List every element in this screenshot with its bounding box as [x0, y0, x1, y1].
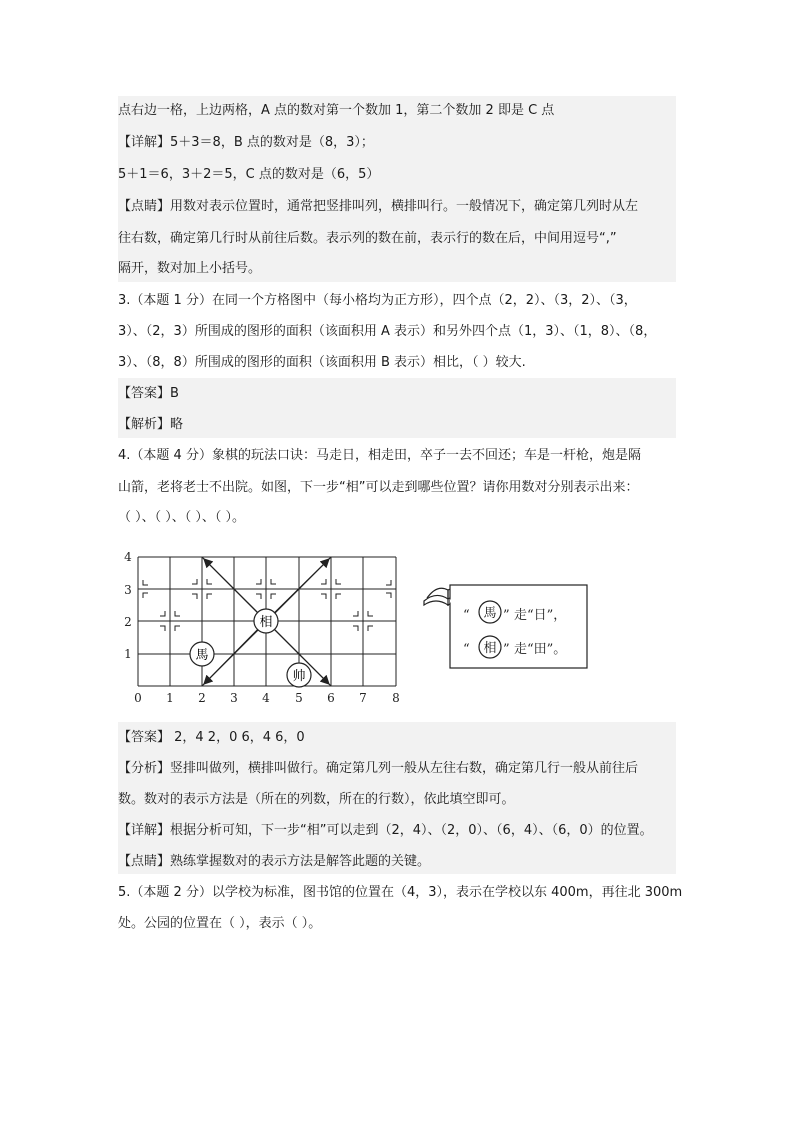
svg-text:4: 4: [124, 550, 132, 564]
question-3-answer: 【答案】B: [118, 386, 179, 401]
x-axis-labels: [134, 691, 400, 705]
question-3-text: 3）、（2，3）所围成的图形的面积（该面积用 A 表示）和另外四个点（1，3）、（1，8）、（8，: [118, 324, 657, 339]
svg-text:3: 3: [230, 691, 238, 705]
question-4-text: 4.（本题 4 分）象棋的玩法口诀：马走日，相走田，卒子一去不回还；车是一杆枪，炮是隔: [118, 448, 641, 463]
svg-text:相: 相: [259, 615, 273, 630]
svg-text:馬: 馬: [195, 648, 209, 663]
piece-shuai: [287, 663, 311, 687]
tip-line: 【点睛】用数对表示位置时，通常把竖排叫列，横排叫行。一般情况下，确定第几列时从左: [118, 199, 639, 214]
question-4-analysis: 【分析】竖排叫做列，横排叫做行。确定第几列一般从左往右数，确定第几行一般从前往后: [118, 761, 639, 776]
piece-xiang: [254, 609, 278, 633]
svg-text:4: 4: [262, 691, 270, 705]
y-axis-labels: [124, 550, 132, 661]
svg-text:1: 1: [124, 647, 132, 661]
question-5-text: 5.（本题 2 分）以学校为标准，图书馆的位置在（4，3），表示在学校以东 400m，再往北 300m: [118, 885, 683, 900]
svg-text:0: 0: [134, 691, 142, 705]
svg-text:3: 3: [124, 583, 132, 597]
note-xiang-rule: 走“田”。: [514, 642, 567, 657]
rule-note: [420, 575, 592, 675]
text-line: 点右边一格，上边两格，A 点的数对第一个数加 1，第二个数加 2 即是 C 点: [118, 103, 555, 118]
svg-text:2: 2: [124, 615, 132, 629]
text-line: 隔开，数对加上小括号。: [118, 261, 262, 276]
note-xiang-piece: 相: [483, 641, 497, 656]
question-4-analysis: 数。数对的表示方法是（所在的列数，所在的行数），依此填空即可。: [118, 792, 515, 807]
piece-ma: [190, 642, 214, 666]
note-ma-rule: 走“日”，: [514, 608, 567, 623]
question-3-analysis: 【解析】略: [118, 417, 184, 432]
note-ma-piece: 馬: [483, 606, 497, 621]
question-4-detail: 【详解】根据分析可知，下一步“相”可以走到（2，4）、（2，0）、（6，4）、（6，0）的位置。: [118, 823, 653, 838]
quote-close-1: ”: [503, 608, 510, 623]
chess-grid-figure: [118, 548, 418, 708]
svg-text:2: 2: [198, 691, 206, 705]
svg-text:6: 6: [327, 691, 335, 705]
question-3-text: 3.（本题 1 分）在同一个方格图中（每小格均为正方形），四个点（2，2）、（3，2）、（3，: [118, 293, 637, 308]
quote-open-2: “: [463, 642, 470, 657]
detail-line: 【详解】5＋3＝8，B 点的数对是（8，3）；: [118, 135, 374, 150]
explanation-band-1: [118, 96, 676, 282]
text-line: 往右数，确定第几行时从前往后数。表示列的数在前，表示行的数在后，中间用逗号“,”: [118, 231, 617, 246]
svg-text:5: 5: [295, 691, 303, 705]
quote-close-2: ”: [503, 642, 510, 657]
svg-text:8: 8: [392, 691, 400, 705]
svg-text:7: 7: [359, 691, 367, 705]
quote-open-1: “: [463, 608, 470, 623]
text-line: 5＋1＝6，3＋2＝5，C 点的数对是（6，5）: [118, 167, 380, 182]
question-3-text: 3）、（8，8）所围成的图形的面积（该面积用 B 表示）相比，（ ）较大.: [118, 355, 526, 370]
svg-text:帅: 帅: [292, 669, 306, 684]
question-5-blanks: 处。公园的位置在（ ），表示（ ）。: [118, 916, 322, 931]
svg-text:1: 1: [166, 691, 174, 705]
question-4-blanks: （ ）、（ ）、（ ）、（ ）。: [118, 510, 246, 525]
question-4-tip: 【点睛】熟练掌握数对的表示方法是解答此题的关键。: [118, 854, 431, 869]
question-4-text: 山箭，老将老士不出院。如图，下一步“相”可以走到哪些位置？请你用数对分别表示出来：: [118, 480, 639, 495]
question-4-answer: 【答案】 2，4 2，0 6，4 6，0: [118, 730, 305, 745]
